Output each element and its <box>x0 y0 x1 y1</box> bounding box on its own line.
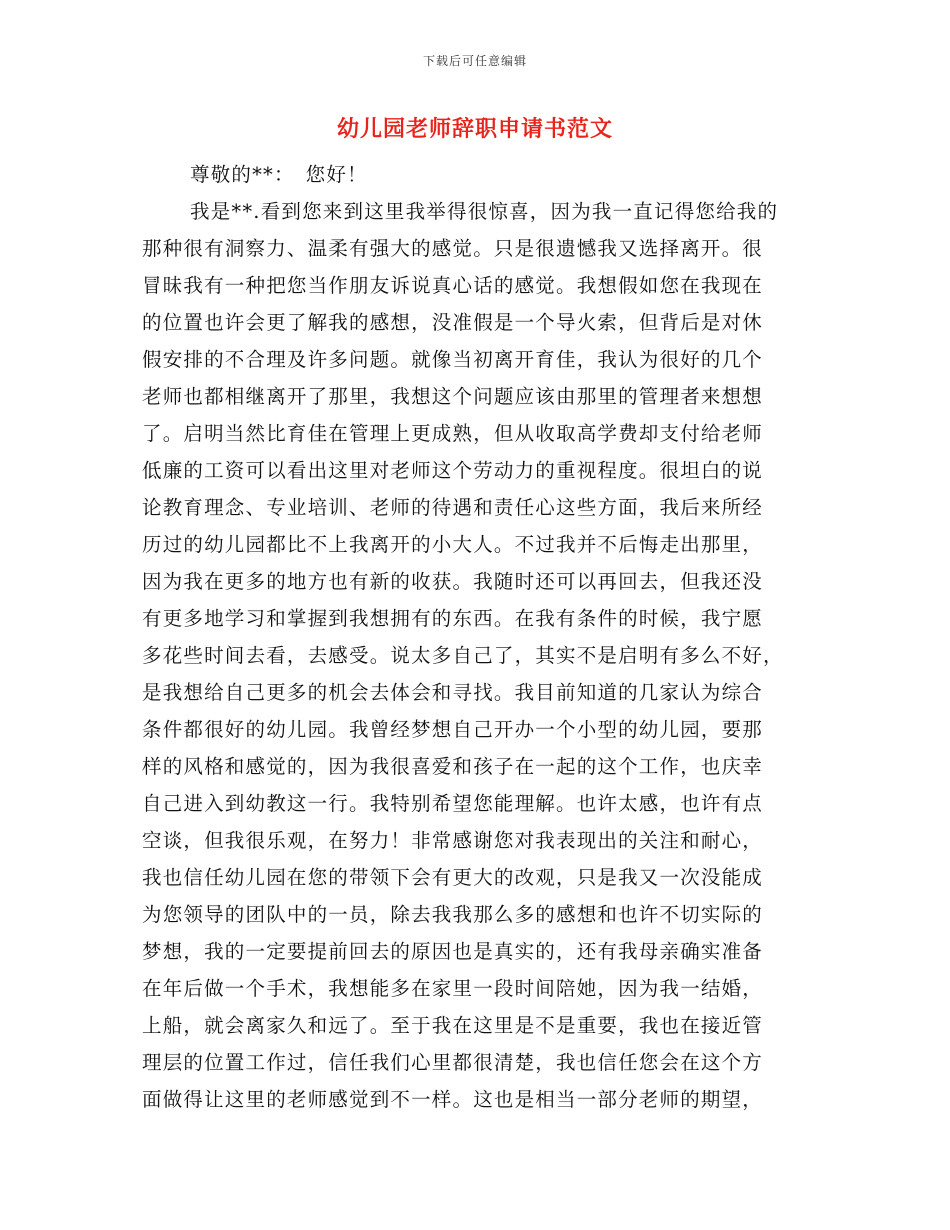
body-line: 上船，就会离家久和远了。至于我在这里是不是重要，我也在接近管 <box>142 1014 764 1037</box>
body-line: 假安排的不合理及许多问题。就像当初离开育佳，我认为很好的几个 <box>142 348 764 371</box>
body-line: 我是**.看到您来到这里我举得很惊喜，因为我一直记得您给我的 <box>190 200 779 223</box>
body-line: 的位置也许会更了解我的感想，没准假是一个导火索，但背后是对休 <box>142 311 764 334</box>
body-line: 面做得让这里的老师感觉到不一样。这也是相当一部分老师的期望， <box>142 1088 764 1111</box>
body-line: 是我想给自己更多的机会去体会和寻找。我目前知道的几家认为综合 <box>142 681 764 704</box>
body-line: 老师也都相继离开了那里，我想这个问题应该由那里的管理者来想想 <box>142 385 764 408</box>
body-line: 在年后做一个手术，我想能多在家里一段时间陪她，因为我一结婚， <box>142 977 764 1000</box>
body-line: 因为我在更多的地方也有新的收获。我随时还可以再回去，但我还没 <box>142 570 764 593</box>
body-line: 我也信任幼儿园在您的带领下会有更大的改观，只是我又一次没能成 <box>142 866 764 889</box>
body-line: 空谈，但我很乐观，在努力！非常感谢您对我表现出的关注和耐心， <box>142 829 764 852</box>
body-line: 自己进入到幼教这一行。我特别希望您能理解。也许太感，也许有点 <box>142 792 764 815</box>
letter-body <box>142 156 822 1118</box>
body-line: 多花些时间去看，去感受。说太多自己了，其实不是启明有多么不好， <box>142 644 784 667</box>
body-line: 条件都很好的幼儿园。我曾经梦想自己开办一个小型的幼儿园，要那 <box>142 718 764 741</box>
salutation: 尊敬的**： 您好！ <box>190 163 368 186</box>
page-header: 下载后可任意编辑 <box>422 54 527 68</box>
body-line: 论教育理念、专业培训、老师的待遇和责任心这些方面，我后来所经 <box>142 496 764 519</box>
body-line: 低廉的工资可以看出这里对老师这个劳动力的重视程度。很坦白的说 <box>142 459 764 482</box>
body-line: 梦想，我的一定要提前回去的原因也是真实的，还有我母亲确实准备 <box>142 940 764 963</box>
document-title: 幼儿园老师辞职申请书范文 <box>336 116 613 142</box>
body-line: 冒昧我有一种把您当作朋友诉说真心话的感觉。我想假如您在我现在 <box>142 274 764 297</box>
body-line: 那种很有洞察力、温柔有强大的感觉。只是很遗憾我又选择离开。很 <box>142 237 764 260</box>
body-line: 历过的幼儿园都比不上我离开的小大人。不过我并不后悔走出那里， <box>142 533 764 556</box>
body-line: 为您领导的团队中的一员，除去我我那么多的感想和也许不切实际的 <box>142 903 764 926</box>
body-line: 有更多地学习和掌握到我想拥有的东西。在我有条件的时候，我宁愿 <box>142 607 764 630</box>
body-line: 样的风格和感觉的，因为我很喜爱和孩子在一起的这个工作，也庆幸 <box>142 755 764 778</box>
body-line: 了。启明当然比育佳在管理上更成熟，但从收取高学费却支付给老师 <box>142 422 764 445</box>
body-line: 理层的位置工作过，信任我们心里都很清楚，我也信任您会在这个方 <box>142 1051 764 1074</box>
